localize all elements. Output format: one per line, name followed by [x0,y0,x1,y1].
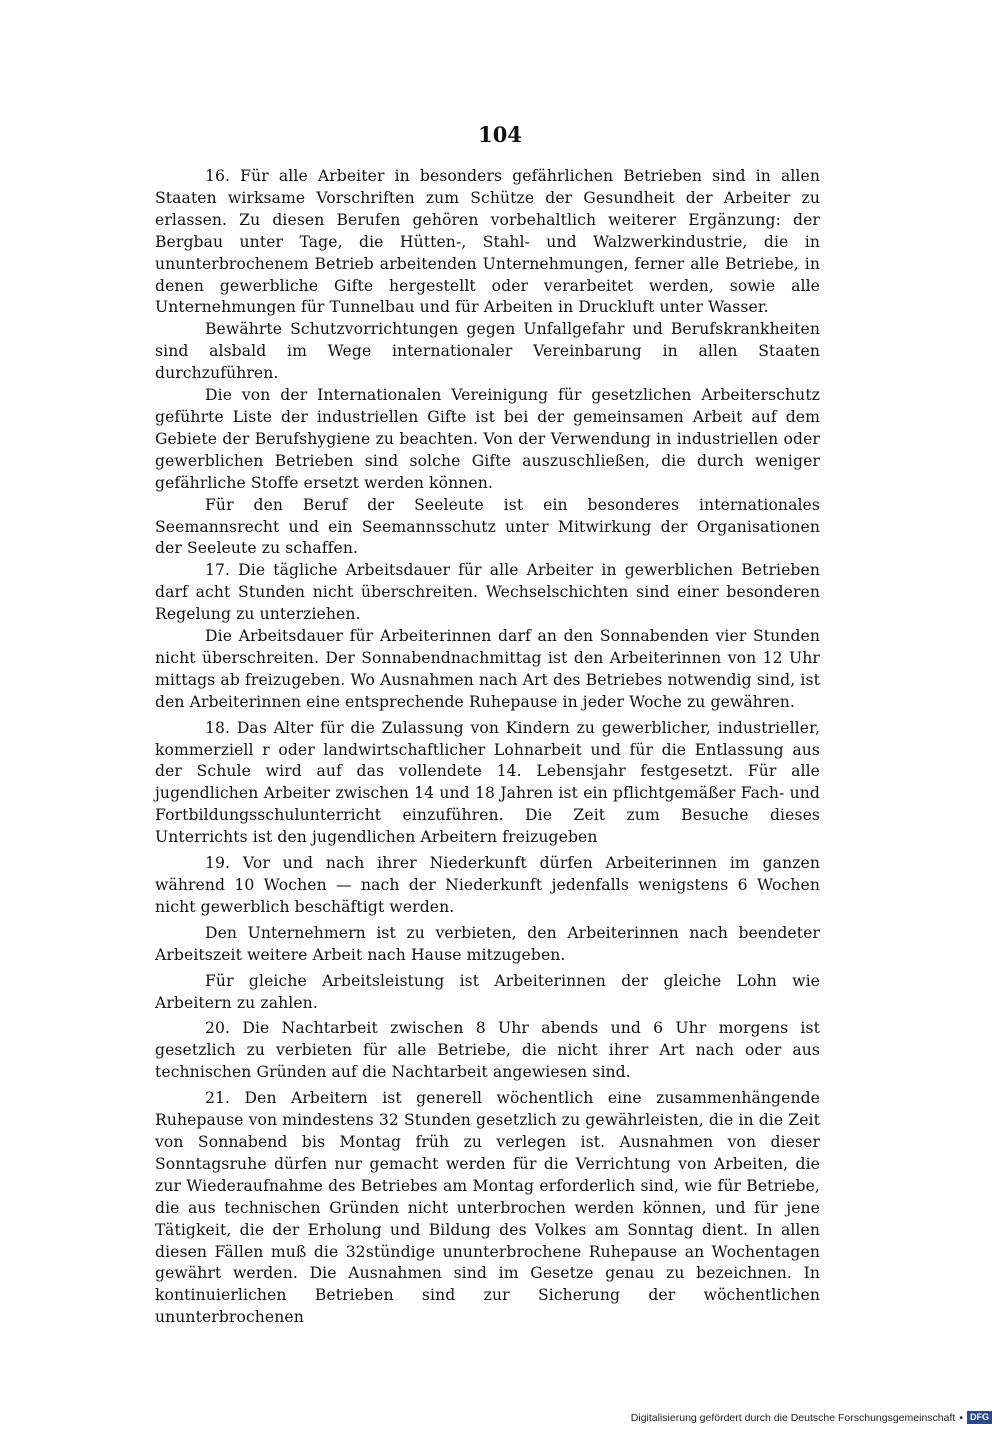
paragraph-16: 16. Für alle Arbeiter in besonders gefährlichen Betrieben sind in allen Staaten wirksame Vorschriften zum Schütze der Gesundheit der Arbeiter zu erlassen. Zu diesen Berufen gehören vorbehaltlich weiterer Ergänzung: der Bergbau unter Tage, die Hütten-, Stahl- und Walzwerkindustrie, die in ununterbrochenem Betrieb arbeitenden Unternehmungen, ferner alle Betriebe, in denen gewerbliche Gifte hergestellt oder verarbeitet werden, sowie alle Unternehmungen für Tunnelbau und für Arbeiten in Druckluft unter Wasser. [155,167,820,317]
paragraph-16-poisons: Die von der Internationalen Vereinigung für gesetzlichen Arbeiterschutz geführte Liste der industriellen Gifte ist bei der gemeinsamen Arbeit auf dem Gebiete der Berufshygiene zu beachten. Von der Verwendung in industriellen oder gewerblichen Betrieben sind solche Gifte auszuschließen, die durch weniger gefährliche Stoffe ersetzt werden können. [155,386,820,492]
paragraph-21: 21. Den Arbeitern ist generell wöchentlich eine zusammenhängende Ruhepause von mindestens 32 Stunden gesetzlich zu gewährleisten, die in die Zeit von Sonnabend bis Montag früh zu verlegen ist. Ausnahmen von dieser Sonntagsruhe dürfen nur gemacht werden für die Verrichtung von Arbeiten, die zur Wiederaufnahme des Betriebes am Montag erforderlich sind, wie für Betriebe, die aus technischen Gründen nicht unterbrochen werden können, und für jene Tätigkeit, die der Erholung und Bildung des Volkes am Sonntag dient. In allen diesen Fällen muß die 32stündige ununterbrochene Ruhepause an Wochentagen gewährt werden. Die Ausnahmen sind im Gesetze genau zu bezeichnen. In kontinuierlichen Betrieben sind zur Sicherung der wöchentlichen ununterbrochenen [155,1089,820,1327]
paragraph-18: 18. Das Alter für die Zulassung von Kindern zu gewerblicher, industrieller, kommerziell r oder landwirtschaftlicher Lohnarbeit und für die Entlassung aus der Schule wird auf das vollendete 14. Lebensjahr festgesetzt. Für alle jugendlichen Arbeiter zwischen 14 und 18 Jahren ist ein pflichtgemäßer Fach- und Fortbildungsschulunterricht einzuführen. Die Zeit zum Besuche dieses Unterrichts ist den jugendlichen Arbeitern freizugeben [155,718,820,847]
paragraph-16-seamen: Für den Beruf der Seeleute ist ein besonderes internationales Seemannsrecht und ein Seemannsschutz unter Mitwirkung der Organisationen der Seeleute zu schaffen. [155,495,820,558]
paragraph-20: 20. Die Nachtarbeit zwischen 8 Uhr abends und 6 Uhr morgens ist gesetzlich zu verbieten für alle Betriebe, die nicht ihrer Art nach oder aus technischen Gründen auf die Nachtarbeit angewiesen sind. [155,1019,820,1082]
paragraph-17-women: Die Arbeitsdauer für Arbeiterinnen darf an den Sonnabenden vier Stunden nicht überschreiten. Der Sonnabendnachmittag ist den Arbeiterinnen von 12 Uhr mittags ab freizugeben. Wo Ausnahmen nach Art des Betriebes notwendig sind, ist den Arbeiterinnen eine entsprechende Ruhepause in jeder Woche zu gewähren. [155,627,820,711]
footer-credit: Digitalisierung gefördert durch die Deutsche Forschungsgemeinschaft [630,1411,956,1424]
dfg-logo: DFG [967,1411,992,1424]
page-body [155,166,820,1329]
paragraph-19-equal-pay: Für gleiche Arbeitsleistung ist Arbeiterinnen der gleiche Lohn wie Arbeitern zu zahlen. [155,971,820,1012]
footer-separator: • [959,1411,963,1424]
paragraph-16-safety: Bewährte Schutzvorrichtungen gegen Unfallgefahr und Berufskrankheiten sind alsbald im Wege internationaler Vereinbarung in allen Staaten durchzuführen. [155,320,820,383]
paragraph-19-homework: Den Unternehmern ist zu verbieten, den Arbeiterinnen nach beendeter Arbeitszeit weitere Arbeit nach Hause mitzugeben. [155,923,820,964]
page-number: 104 [478,122,522,147]
footer [631,1411,992,1424]
paragraph-19: 19. Vor und nach ihrer Niederkunft dürfen Arbeiterinnen im ganzen während 10 Wochen — nach der Niederkunft jedenfalls wenigstens 6 Wochen nicht gewerblich beschäftigt werden. [155,854,820,916]
paragraph-17: 17. Die tägliche Arbeitsdauer für alle Arbeiter in gewerblichen Betrieben darf acht Stunden nicht überschreiten. Wechselschichten sind einer besonderen Regelung zu unterziehen. [155,561,820,624]
